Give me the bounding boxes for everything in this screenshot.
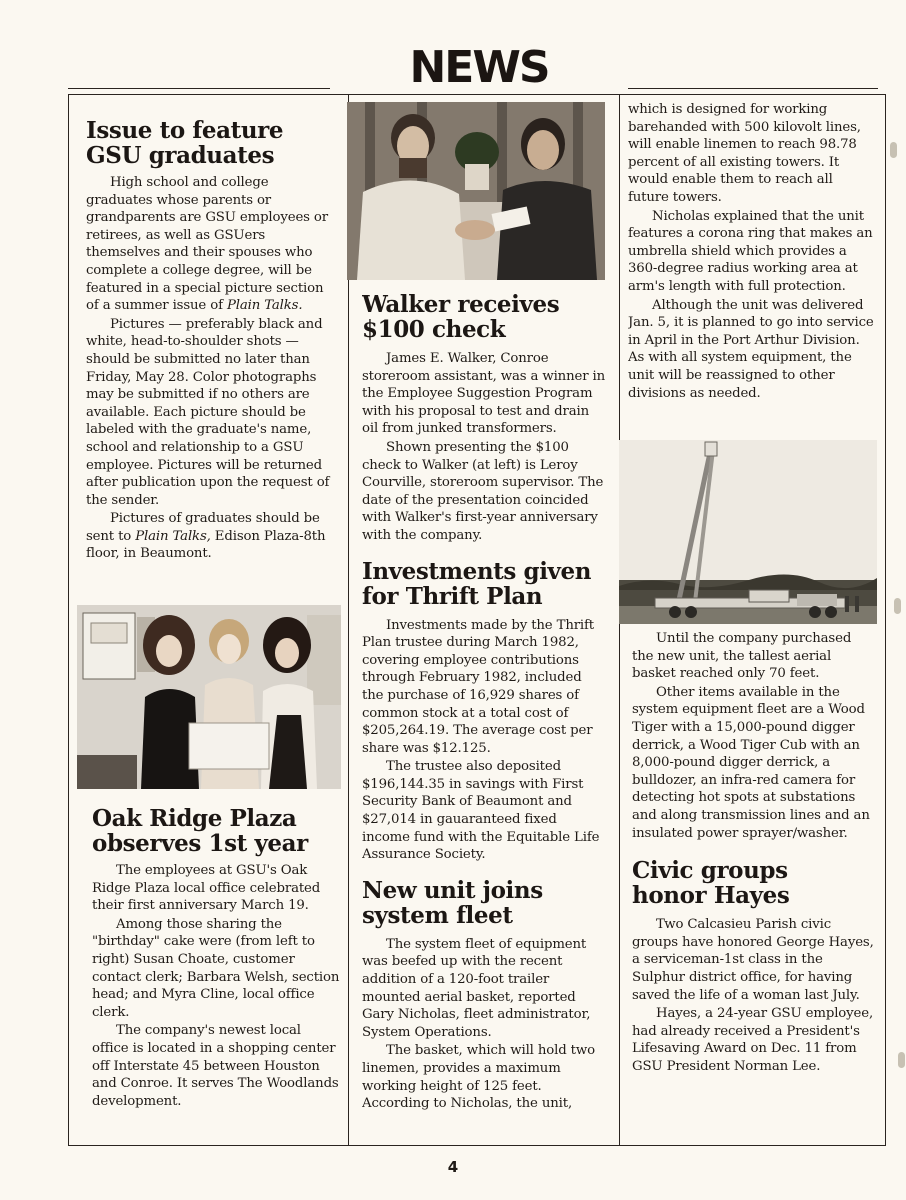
article-headline: New unit joins system fleet	[362, 876, 543, 929]
article-paragraph: Shown presenting the $100 check to Walker (at left) is Leroy Courville, storeroom supervisor. The date of the presentation coincided with Walker's first-year anniversary with the company.	[362, 439, 604, 543]
photo-oak-ridge-employees	[77, 605, 341, 789]
column-2-text	[362, 292, 606, 1138]
article-paragraph: Pictures of graduates should be sent to Plain Talks, Edison Plaza-8th floor, in Beaumont.	[86, 511, 326, 562]
article-paragraph: Hayes, a 24-year GSU employee, had already received a President's Lifesaving Award on Dec. 11 from GSU President Norman Lee.	[632, 1006, 874, 1074]
article-headline: Civic groups honor Hayes	[632, 857, 790, 910]
publication-name: Plain Talks,	[135, 528, 211, 544]
photo-aerial-basket-image	[619, 440, 877, 624]
column-3-text	[632, 630, 876, 1136]
article-paragraph: Pictures — preferably black and white, head-to-shoulder shots — should be submitted no later than Friday, May 28. Color photographs may be submitted if no others are available. Each picture should be labeled with the graduate's name, school and relationship to a GSU employee. Pictures will be returned after publication upon the request of the sender.	[86, 316, 330, 508]
page-number: 4	[447, 1158, 459, 1176]
article-paragraph: The system fleet of equipment was beefed up with the recent addition of a 120-foot trailer mounted aerial basket, reported Gary Nicholas, fleet administrator, System Operations.	[362, 936, 591, 1040]
article-thrift-plan	[362, 559, 606, 864]
article-paragraph: The trustee also deposited $196,144.35 in savings with First Security Bank of Beaumont and $27,014 in gauaranteed fixed income fund with the Equitable Life Assurance Society.	[362, 759, 600, 863]
publication-name: Plain Talks.	[226, 298, 303, 314]
article-paragraph: Among those sharing the "birthday" cake were (from left to right) Susan Choate, customer contact clerk; Barbara Welsh, section head; and Myra Cline, local office clerk.	[92, 916, 340, 1020]
punch-hole	[898, 1052, 905, 1068]
article-headline: Walker receives $100 check	[362, 292, 560, 343]
masthead-rule-left	[68, 88, 330, 89]
article-paragraph: James E. Walker, Conroe storeroom assistant, was a winner in the Employee Suggestion Program with his proposal to test and drain oil from junked transformers.	[362, 351, 606, 437]
article-system-fleet	[362, 878, 606, 1113]
article-grad-issue	[86, 118, 336, 600]
photo-walker-image	[347, 102, 605, 280]
article-walker	[362, 292, 606, 545]
article-paragraph: The company's newest local office is located in a shopping center off Interstate 45 between Houston and Conroe. It serves The Woodlands development.	[92, 1023, 339, 1109]
masthead-rule-right	[628, 88, 878, 89]
photo-aerial-basket	[619, 440, 877, 624]
article-paragraph: Nicholas explained that the unit features a corona ring that makes an umbrella shield which provides a 360-degree radius working area at arm's length with full protection.	[628, 208, 873, 294]
article-paragraph: Investments made by the Thrift Plan trustee during March 1982, covering employee contributions through February 1982, included the purchase of 16,929 shares of common stock at a total cost of $205,264.19. The average cost per share was $12.125.	[362, 617, 595, 756]
article-headline: Investments given for Thrift Plan	[362, 557, 592, 610]
article-headline: Oak Ridge Plaza observes 1st year	[92, 806, 308, 857]
article-paragraph: Two Calcasieu Parish civic groups have honored George Hayes, a serviceman-1st class in the Sulphur district office, for having saved the life of a woman last July.	[632, 917, 874, 1003]
article-paragraph: Other items available in the system equipment fleet are a Wood Tiger with a 15,000-pound digger derrick, a Wood Tiger Cub with an 8,000-pound digger derrick, a bulldozer, an infra-red camera for detecting hot spots at substations and along transmission lines and an insulated power sprayer/washer.	[632, 684, 870, 841]
article-paragraph: Until the company purchased the new unit, the tallest aerial basket reached only 70 feet.	[632, 631, 852, 682]
article-paragraph: The basket, which will hold two linemen, provides a maximum working height of 125 feet. According to Nicholas, the unit,	[362, 1043, 595, 1112]
article-hayes	[632, 858, 876, 1075]
punch-hole	[890, 142, 897, 158]
article-paragraph: High school and college graduates whose parents or grandparents are GSU employees or retirees, as well as GSUers themselves and their spouses who complete a college degree, will be featured in a special picture section of a summer issue of Plain Talks.	[86, 175, 328, 314]
punch-hole	[894, 598, 901, 614]
article-oak-ridge	[92, 806, 340, 1136]
photo-oak-ridge-image	[77, 605, 341, 789]
article-paragraph: which is designed for working barehanded with 500 kilovolt lines, will enable linemen to reach 98.78 percent of all existing towers. It would enable them to reach all future towers.	[628, 102, 861, 205]
masthead-title: NEWS	[409, 42, 549, 93]
article-headline: Issue to feature GSU graduates	[86, 118, 284, 169]
article-system-fleet-continued	[628, 101, 876, 441]
photo-walker-check	[347, 102, 605, 280]
article-paragraph: The employees at GSU's Oak Ridge Plaza local office celebrated their first anniversary March 19.	[92, 863, 321, 914]
article-paragraph: Although the unit was delivered Jan. 5, it is planned to go into service in April in the Port Arthur Division. As with all system equipment, the unit will be reassigned to other divisions as needed.	[628, 297, 874, 401]
